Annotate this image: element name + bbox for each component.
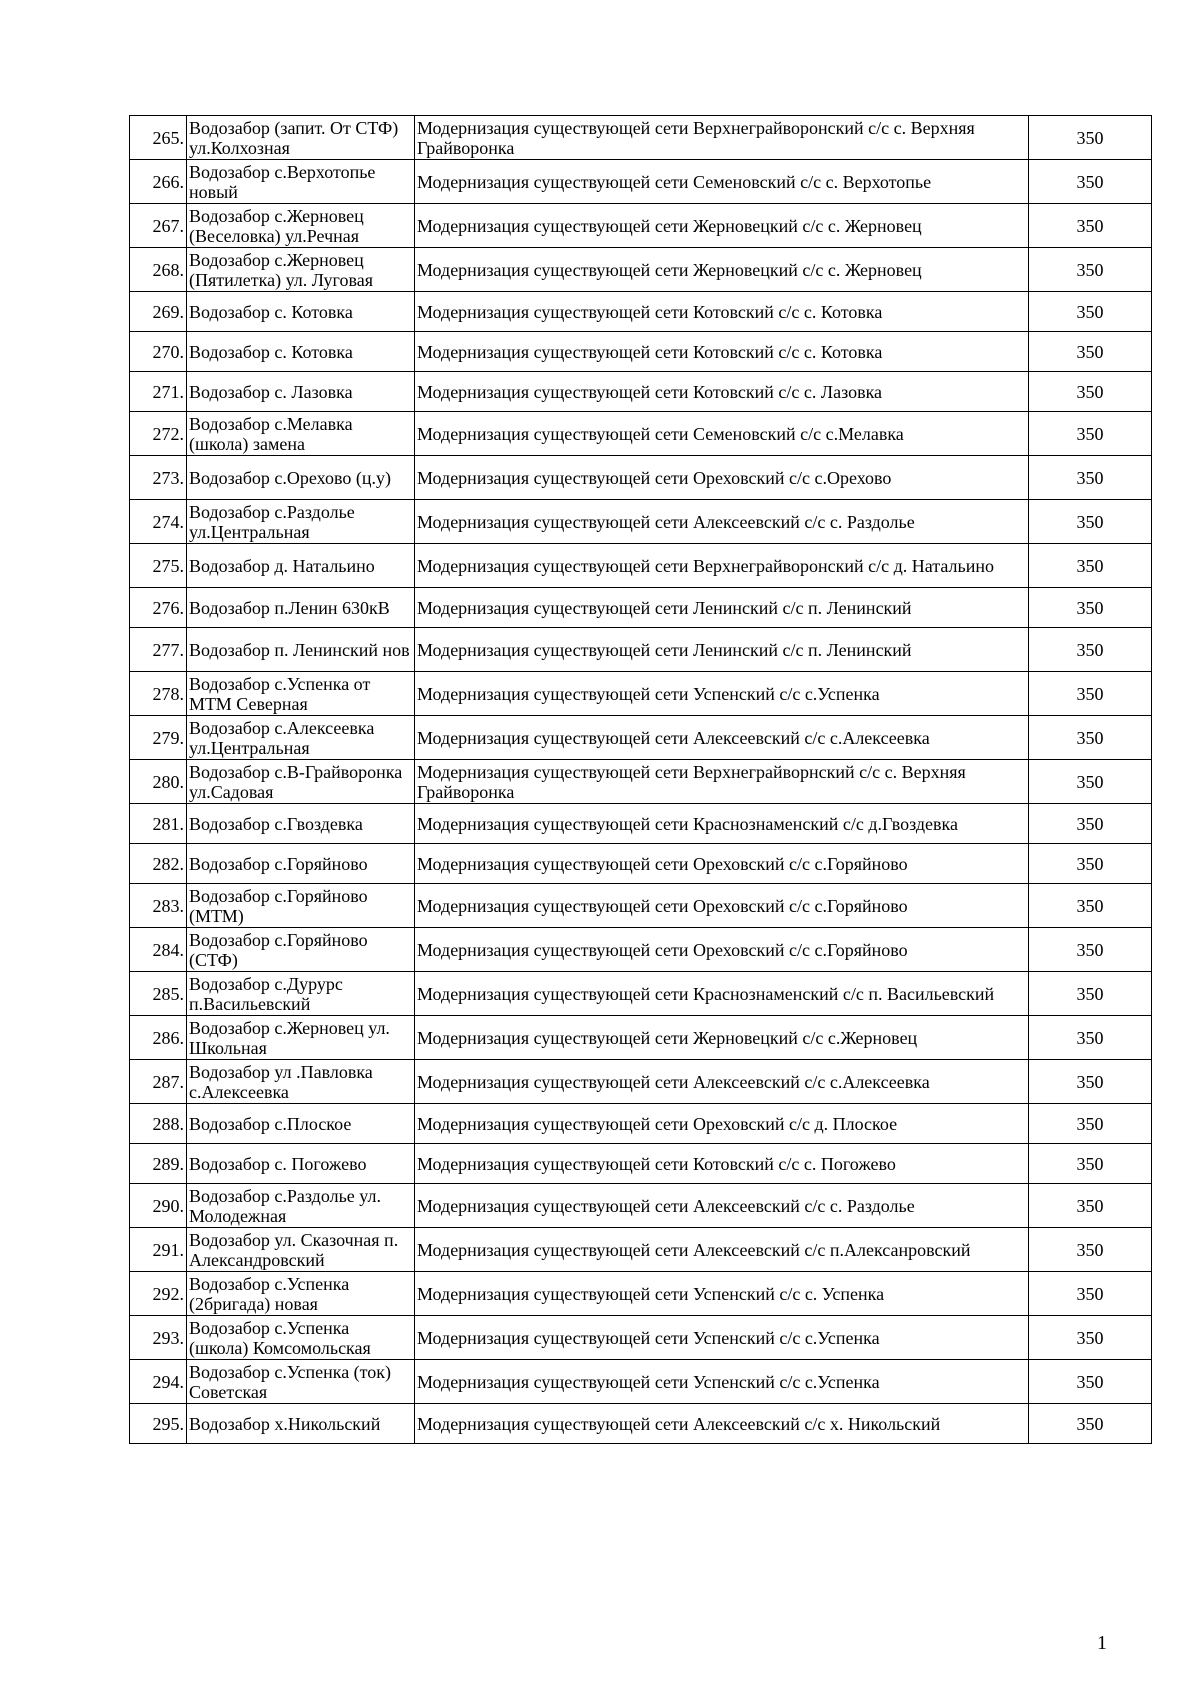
row-description: Модернизация существующей сети Семеновский с/с с. Верхотопье xyxy=(415,160,1029,204)
row-value: 350 xyxy=(1029,544,1152,588)
table-row xyxy=(130,844,1152,884)
table-row xyxy=(130,1144,1152,1184)
row-value: 350 xyxy=(1029,500,1152,544)
table-row xyxy=(130,716,1152,760)
row-number: 273. xyxy=(130,456,187,500)
row-description: Модернизация существующей сети Алексеевский с/с с. Раздолье xyxy=(415,1184,1029,1228)
row-description: Модернизация существующей сети Котовский с/с с. Котовка xyxy=(415,332,1029,372)
table-row xyxy=(130,372,1152,412)
row-value: 350 xyxy=(1029,160,1152,204)
row-object-name: Водозабор п. Ленинский нов xyxy=(187,628,415,672)
row-description: Модернизация существующей сети Ленинский с/с п. Ленинский xyxy=(415,588,1029,628)
row-object-name: Водозабор с.Алексеевка ул.Центральная xyxy=(187,716,415,760)
row-number: 294. xyxy=(130,1360,187,1404)
table-row xyxy=(130,204,1152,248)
row-description: Модернизация существующей сети Ореховский с/с д. Плоское xyxy=(415,1104,1029,1144)
row-object-name: Водозабор с. Погожево xyxy=(187,1144,415,1184)
row-number: 280. xyxy=(130,760,187,804)
row-description: Модернизация существующей сети Алексеевский с/с с.Алексеевка xyxy=(415,1060,1029,1104)
row-value: 350 xyxy=(1029,412,1152,456)
row-number: 281. xyxy=(130,804,187,844)
row-number: 272. xyxy=(130,412,187,456)
row-description: Модернизация существующей сети Ореховский с/с с.Горяйново xyxy=(415,928,1029,972)
row-description: Модернизация существующей сети Жерновецкий с/с с. Жерновец xyxy=(415,204,1029,248)
table-row xyxy=(130,456,1152,500)
row-value: 350 xyxy=(1029,672,1152,716)
row-number: 265. xyxy=(130,116,187,160)
row-number: 285. xyxy=(130,972,187,1016)
table-row xyxy=(130,1060,1152,1104)
row-value: 350 xyxy=(1029,372,1152,412)
row-description: Модернизация существующей сети Алексеевский с/с х. Никольский xyxy=(415,1404,1029,1444)
row-value: 350 xyxy=(1029,972,1152,1016)
row-number: 295. xyxy=(130,1404,187,1444)
row-number: 271. xyxy=(130,372,187,412)
table-row xyxy=(130,1016,1152,1060)
row-number: 269. xyxy=(130,292,187,332)
row-description: Модернизация существующей сети Котовский с/с с. Погожево xyxy=(415,1144,1029,1184)
table-row xyxy=(130,928,1152,972)
row-object-name: Водозабор с. Котовка xyxy=(187,332,415,372)
row-number: 267. xyxy=(130,204,187,248)
row-value: 350 xyxy=(1029,116,1152,160)
row-number: 276. xyxy=(130,588,187,628)
table-row xyxy=(130,332,1152,372)
row-value: 350 xyxy=(1029,1104,1152,1144)
row-object-name: Водозабор с.Раздолье ул. Молодежная xyxy=(187,1184,415,1228)
row-description: Модернизация существующей сети Алексеевский с/с п.Алексанровский xyxy=(415,1228,1029,1272)
row-value: 350 xyxy=(1029,1144,1152,1184)
row-description: Модернизация существующей сети Ореховский с/с с.Орехово xyxy=(415,456,1029,500)
row-value: 350 xyxy=(1029,292,1152,332)
row-object-name: Водозабор с.Гвоздевка xyxy=(187,804,415,844)
table-row xyxy=(130,884,1152,928)
row-number: 278. xyxy=(130,672,187,716)
table-row xyxy=(130,500,1152,544)
table-row xyxy=(130,1104,1152,1144)
row-number: 284. xyxy=(130,928,187,972)
row-number: 289. xyxy=(130,1144,187,1184)
table-row xyxy=(130,544,1152,588)
row-object-name: Водозабор п.Ленин 630кВ xyxy=(187,588,415,628)
row-number: 268. xyxy=(130,248,187,292)
row-number: 283. xyxy=(130,884,187,928)
row-description: Модернизация существующей сети Краснознаменский с/с д.Гвоздевка xyxy=(415,804,1029,844)
row-value: 350 xyxy=(1029,1060,1152,1104)
row-number: 275. xyxy=(130,544,187,588)
row-value: 350 xyxy=(1029,1360,1152,1404)
row-object-name: Водозабор с.Верхотопье новый xyxy=(187,160,415,204)
row-object-name: Водозабор с.Жерновец (Веселовка) ул.Речная xyxy=(187,204,415,248)
row-object-name: Водозабор с.Успенка от МТМ Северная xyxy=(187,672,415,716)
row-number: 290. xyxy=(130,1184,187,1228)
table-row xyxy=(130,588,1152,628)
row-object-name: Водозабор с. Котовка xyxy=(187,292,415,332)
row-object-name: Водозабор с. Лазовка xyxy=(187,372,415,412)
row-description: Модернизация существующей сети Ореховский с/с с.Горяйново xyxy=(415,844,1029,884)
row-object-name: Водозабор с.Горяйново (МТМ) xyxy=(187,884,415,928)
row-description: Модернизация существующей сети Котовский с/с с. Котовка xyxy=(415,292,1029,332)
row-object-name: Водозабор с.Раздолье ул.Центральная xyxy=(187,500,415,544)
row-value: 350 xyxy=(1029,204,1152,248)
row-value: 350 xyxy=(1029,332,1152,372)
row-description: Модернизация существующей сети Краснознаменский с/с п. Васильевский xyxy=(415,972,1029,1016)
table-row xyxy=(130,1404,1152,1444)
table-row xyxy=(130,672,1152,716)
row-number: 282. xyxy=(130,844,187,884)
row-number: 274. xyxy=(130,500,187,544)
row-value: 350 xyxy=(1029,1184,1152,1228)
row-description: Модернизация существующей сети Алексеевский с/с с. Раздолье xyxy=(415,500,1029,544)
table-body xyxy=(130,116,1152,1444)
row-description: Модернизация существующей сети Успенский с/с с.Успенка xyxy=(415,1360,1029,1404)
table-row xyxy=(130,116,1152,160)
row-description: Модернизация существующей сети Верхнеграйворонский с/с д. Натальино xyxy=(415,544,1029,588)
row-object-name: Водозабор с.Горяйново xyxy=(187,844,415,884)
row-description: Модернизация существующей сети Ореховский с/с с.Горяйново xyxy=(415,884,1029,928)
row-value: 350 xyxy=(1029,588,1152,628)
row-value: 350 xyxy=(1029,248,1152,292)
row-description: Модернизация существующей сети Ленинский с/с п. Ленинский xyxy=(415,628,1029,672)
row-description: Модернизация существующей сети Жерновецкий с/с с.Жерновец xyxy=(415,1016,1029,1060)
row-number: 270. xyxy=(130,332,187,372)
table-row xyxy=(130,160,1152,204)
row-object-name: Водозабор с.Жерновец ул. Школьная xyxy=(187,1016,415,1060)
table-row xyxy=(130,628,1152,672)
row-object-name: Водозабор ул .Павловка с.Алексеевка xyxy=(187,1060,415,1104)
row-value: 350 xyxy=(1029,884,1152,928)
row-value: 350 xyxy=(1029,628,1152,672)
row-object-name: Водозабор с.Горяйново (СТФ) xyxy=(187,928,415,972)
row-value: 350 xyxy=(1029,804,1152,844)
row-number: 266. xyxy=(130,160,187,204)
row-value: 350 xyxy=(1029,456,1152,500)
row-object-name: Водозабор с.Успенка (2бригада) новая xyxy=(187,1272,415,1316)
row-description: Модернизация существующей сети Семеновский с/с с.Мелавка xyxy=(415,412,1029,456)
row-object-name: Водозабор с.В-Грайворонка ул.Садовая xyxy=(187,760,415,804)
row-value: 350 xyxy=(1029,760,1152,804)
row-description: Модернизация существующей сети Успенский с/с с. Успенка xyxy=(415,1272,1029,1316)
row-description: Модернизация существующей сети Верхнеграйворнский с/с с. Верхняя Грайворонка xyxy=(415,760,1029,804)
row-value: 350 xyxy=(1029,1228,1152,1272)
page-number: 1 xyxy=(1097,1632,1107,1654)
row-number: 287. xyxy=(130,1060,187,1104)
row-object-name: Водозабор с.Жерновец (Пятилетка) ул. Луговая xyxy=(187,248,415,292)
row-object-name: Водозабор ул. Сказочная п. Александровский xyxy=(187,1228,415,1272)
row-object-name: Водозабор с.Мелавка (школа) замена xyxy=(187,412,415,456)
row-description: Модернизация существующей сети Успенский с/с с.Успенка xyxy=(415,672,1029,716)
water-intake-table xyxy=(129,115,1152,1444)
row-description: Модернизация существующей сети Котовский с/с с. Лазовка xyxy=(415,372,1029,412)
row-object-name: Водозабор с.Успенка (ток) Советская xyxy=(187,1360,415,1404)
row-object-name: Водозабор д. Натальино xyxy=(187,544,415,588)
row-value: 350 xyxy=(1029,1316,1152,1360)
table-row xyxy=(130,760,1152,804)
table-row xyxy=(130,1316,1152,1360)
row-number: 286. xyxy=(130,1016,187,1060)
row-number: 293. xyxy=(130,1316,187,1360)
row-value: 350 xyxy=(1029,1016,1152,1060)
row-object-name: Водозабор с.Успенка (школа) Комсомольская xyxy=(187,1316,415,1360)
row-description: Модернизация существующей сети Успенский с/с с.Успенка xyxy=(415,1316,1029,1360)
row-number: 279. xyxy=(130,716,187,760)
row-description: Модернизация существующей сети Жерновецкий с/с с. Жерновец xyxy=(415,248,1029,292)
table-row xyxy=(130,1228,1152,1272)
row-value: 350 xyxy=(1029,716,1152,760)
row-number: 288. xyxy=(130,1104,187,1144)
row-value: 350 xyxy=(1029,1404,1152,1444)
table-row xyxy=(130,804,1152,844)
row-object-name: Водозабор (запит. От СТФ) ул.Колхозная xyxy=(187,116,415,160)
table-row xyxy=(130,972,1152,1016)
row-description: Модернизация существующей сети Алексеевский с/с с.Алексеевка xyxy=(415,716,1029,760)
table-row xyxy=(130,1360,1152,1404)
row-object-name: Водозабор с.Плоское xyxy=(187,1104,415,1144)
table-row xyxy=(130,292,1152,332)
row-number: 291. xyxy=(130,1228,187,1272)
row-value: 350 xyxy=(1029,844,1152,884)
table-row xyxy=(130,1184,1152,1228)
row-value: 350 xyxy=(1029,1272,1152,1316)
row-object-name: Водозабор с.Орехово (ц.у) xyxy=(187,456,415,500)
row-description: Модернизация существующей сети Верхнеграйворонский с/с с. Верхняя Грайворонка xyxy=(415,116,1029,160)
table-row xyxy=(130,1272,1152,1316)
row-object-name: Водозабор с.Дурурс п.Васильевский xyxy=(187,972,415,1016)
row-object-name: Водозабор х.Никольский xyxy=(187,1404,415,1444)
table-row xyxy=(130,248,1152,292)
row-number: 277. xyxy=(130,628,187,672)
row-value: 350 xyxy=(1029,928,1152,972)
table-row xyxy=(130,412,1152,456)
row-number: 292. xyxy=(130,1272,187,1316)
